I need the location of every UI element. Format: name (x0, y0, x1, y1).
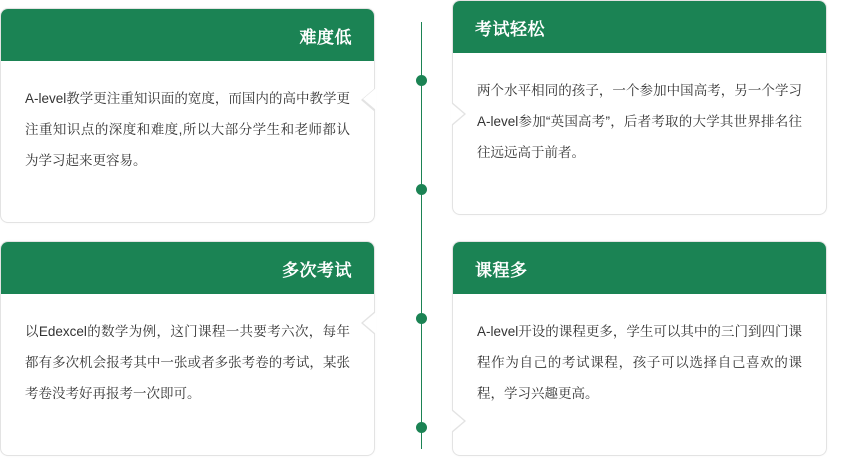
connector-line (421, 22, 422, 449)
card-paragraph-low-difficulty: A-level教学更注重知识面的宽度，而国内的高中教学更注重知识点的深度和难度,所以大部分学生和老师都认为学习起来更容易。 (25, 91, 350, 168)
card-text-container (453, 53, 826, 168)
card-many-courses[interactable] (452, 241, 827, 456)
card-low-difficulty[interactable] (0, 8, 375, 223)
card-notch-icon (451, 103, 464, 125)
card-multiple-exams[interactable] (0, 241, 375, 456)
card-body-container (0, 8, 375, 223)
card-text-container (453, 294, 826, 409)
card-text-container (1, 294, 374, 409)
connector-dot-3 (416, 313, 427, 324)
card-notch-icon (451, 410, 464, 432)
card-paragraph-easy-exam: 两个水平相同的孩子，一个参加中国高考，另一个学习A-level参加“英国高考”，后者考取的大学其世界排名往往远远高于前者。 (477, 83, 802, 160)
card-paragraph-many-courses: A-level开设的课程更多，学生可以其中的三门到四门课程作为自己的考试课程，孩子可以选择自己喜欢的课程，学习兴趣更高。 (477, 324, 802, 401)
connector-dot-4 (416, 422, 427, 433)
card-text-container (1, 61, 374, 176)
card-title-easy-exam: 考试轻松 (453, 1, 826, 53)
card-notch-icon (363, 88, 376, 110)
connector-dot-1 (416, 75, 427, 86)
card-easy-exam[interactable] (452, 0, 827, 215)
card-title-multiple-exams: 多次考试 (1, 242, 374, 294)
card-body-container (452, 0, 827, 215)
connector-dot-2 (416, 184, 427, 195)
card-notch-icon (363, 312, 376, 334)
card-title-many-courses: 课程多 (453, 242, 826, 294)
card-paragraph-multiple-exams: 以Edexcel的数学为例，这门课程一共要考六次，每年都有多次机会报考其中一张或者多张考卷的考试，某张考卷没考好再报考一次即可。 (25, 324, 350, 401)
card-title-low-difficulty: 难度低 (1, 9, 374, 61)
card-body-container (452, 241, 827, 456)
card-body-container (0, 241, 375, 456)
